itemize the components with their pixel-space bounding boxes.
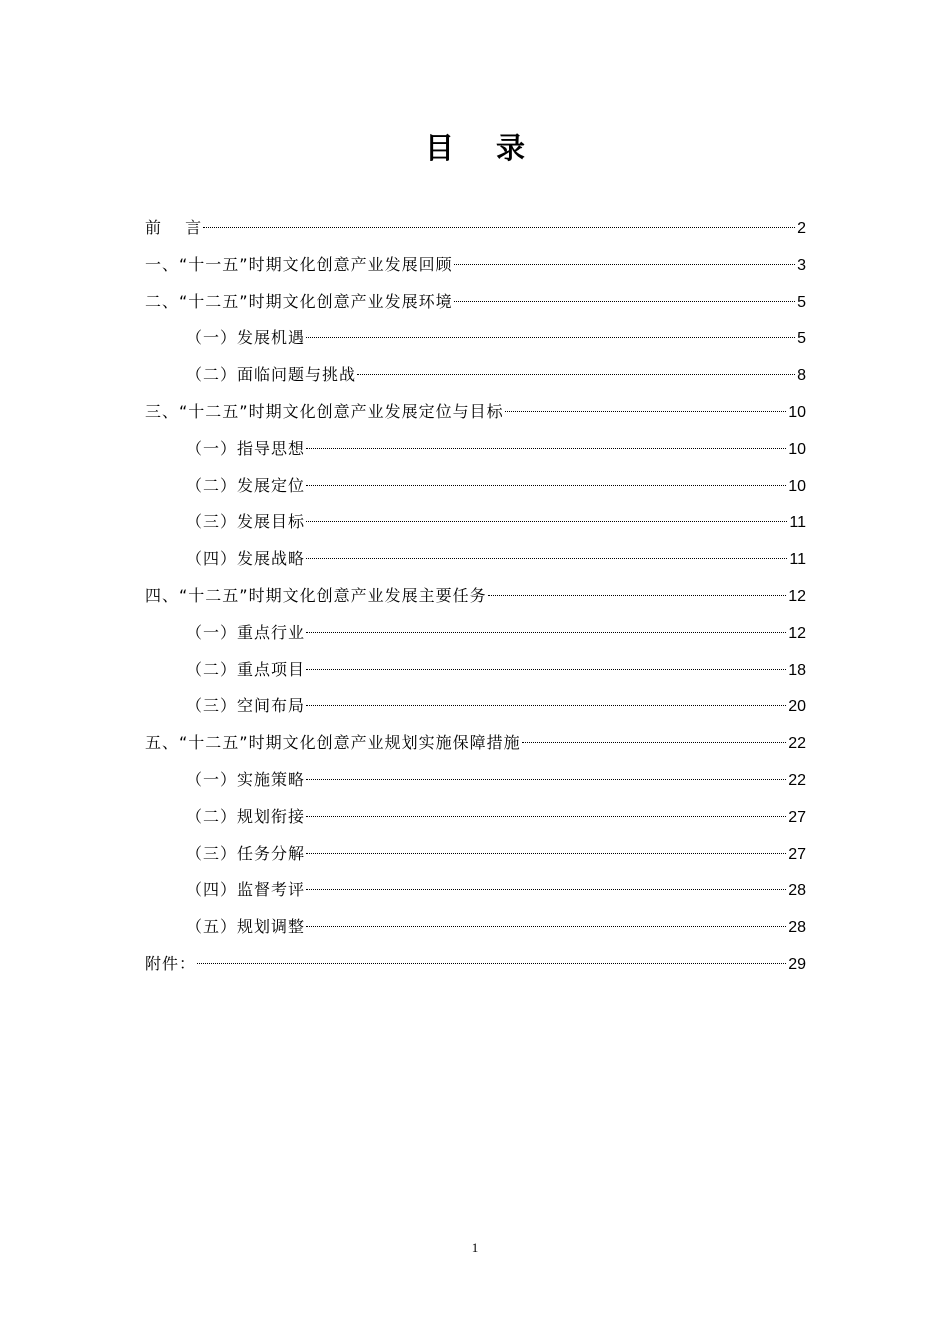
toc-entry[interactable]	[145, 762, 806, 799]
toc-dot-leader	[357, 374, 795, 375]
toc-dot-leader	[306, 853, 786, 854]
toc-entry-page: 5	[797, 330, 806, 348]
toc-dot-leader	[306, 669, 786, 670]
toc-entry-label: 二、“十二五”时期文化创意产业发展环境	[145, 291, 453, 311]
toc-entry-page: 10	[788, 477, 806, 495]
toc-entry-page: 11	[789, 514, 806, 532]
toc-entry[interactable]	[145, 468, 806, 505]
toc-entry-page: 27	[788, 845, 806, 863]
toc-entry-page: 28	[788, 919, 806, 937]
toc-entry-page: 18	[788, 661, 806, 679]
toc-entry-label: （一）重点行业	[186, 622, 306, 642]
toc-entry[interactable]	[145, 357, 806, 394]
toc-entry[interactable]	[145, 946, 806, 983]
toc-entry-page: 10	[788, 440, 806, 458]
toc-entry-label: 三、“十二五”时期文化创意产业发展定位与目标	[145, 401, 504, 421]
toc-entry-label: （五）规划调整	[186, 917, 306, 937]
toc-dot-leader	[306, 558, 787, 559]
toc-entry-label: （二）发展定位	[186, 475, 306, 495]
toc-entry[interactable]	[145, 615, 806, 652]
toc-dot-leader	[306, 779, 786, 780]
toc-entry-label: 四、“十二五”时期文化创意产业发展主要任务	[145, 585, 487, 605]
toc-entry-page: 28	[788, 882, 806, 900]
toc-dot-leader	[306, 705, 786, 706]
toc-entry-label: （四）发展战略	[186, 549, 306, 569]
toc-entry-label: （三）发展目标	[186, 512, 306, 532]
toc-entry-page: 3	[797, 256, 806, 274]
toc-entry[interactable]	[145, 210, 806, 247]
page-number: 1	[471, 1240, 479, 1255]
toc-entry[interactable]	[145, 541, 806, 578]
toc-entry-page: 2	[797, 220, 806, 237]
toc-entry[interactable]	[145, 799, 806, 836]
toc-entry-label: （二）规划衔接	[186, 806, 306, 826]
toc-entry-page: 12	[788, 624, 806, 642]
toc-entry-label: （二）重点项目	[186, 659, 306, 679]
toc-entry[interactable]	[145, 909, 806, 946]
toc-dot-leader	[454, 301, 796, 302]
toc-entry[interactable]	[145, 284, 806, 321]
toc-dot-leader	[488, 595, 787, 596]
toc-entry[interactable]	[145, 504, 806, 541]
toc-entry-page: 5	[797, 293, 806, 311]
toc-entry-page: 8	[797, 367, 806, 385]
toc-entry[interactable]	[145, 394, 806, 431]
toc-entry-page: 29	[788, 955, 806, 973]
toc-title: 目 录	[424, 131, 542, 165]
toc-entry[interactable]	[145, 872, 806, 909]
toc-entry-label: 前 言	[145, 218, 203, 237]
toc-dot-leader	[306, 448, 786, 449]
toc-entry-page: 22	[788, 735, 806, 753]
toc-entry-page: 11	[789, 551, 806, 569]
toc-entry-page: 10	[788, 403, 806, 421]
toc-entry-label: （四）监督考评	[186, 880, 306, 900]
toc-entry[interactable]	[145, 725, 806, 762]
toc-entry[interactable]	[145, 431, 806, 468]
toc-entry-page: 20	[788, 698, 806, 716]
toc-entry[interactable]	[145, 247, 806, 284]
toc-dot-leader	[306, 485, 786, 486]
toc-list	[145, 210, 806, 983]
toc-dot-leader	[306, 632, 786, 633]
toc-dot-leader	[203, 227, 795, 228]
toc-entry-label: （一）发展机遇	[186, 328, 306, 348]
toc-entry-label: （一）实施策略	[186, 769, 306, 789]
toc-dot-leader	[306, 816, 786, 817]
toc-entry-page: 22	[788, 771, 806, 789]
toc-entry-label: （三）空间布局	[186, 696, 306, 716]
toc-entry-label: （一）指导思想	[186, 438, 306, 458]
toc-entry[interactable]	[145, 688, 806, 725]
toc-entry-label: （三）任务分解	[186, 843, 306, 863]
toc-entry-page: 12	[788, 587, 806, 605]
toc-entry-page: 27	[788, 808, 806, 826]
toc-dot-leader	[306, 521, 787, 522]
toc-entry[interactable]	[145, 652, 806, 689]
toc-dot-leader	[505, 411, 787, 412]
toc-entry-label: 五、“十二五”时期文化创意产业规划实施保障措施	[145, 733, 521, 753]
toc-entry-label: 附件：	[145, 953, 197, 973]
toc-entry[interactable]	[145, 320, 806, 357]
toc-dot-leader	[197, 963, 786, 964]
toc-entry[interactable]	[145, 578, 806, 615]
toc-dot-leader	[306, 889, 786, 890]
toc-dot-leader	[522, 742, 787, 743]
toc-dot-leader	[306, 337, 795, 338]
toc-entry[interactable]	[145, 836, 806, 873]
toc-dot-leader	[454, 264, 796, 265]
toc-entry-label: （二）面临问题与挑战	[186, 365, 357, 385]
toc-dot-leader	[306, 926, 786, 927]
toc-entry-label: 一、“十一五”时期文化创意产业发展回顾	[145, 254, 453, 274]
